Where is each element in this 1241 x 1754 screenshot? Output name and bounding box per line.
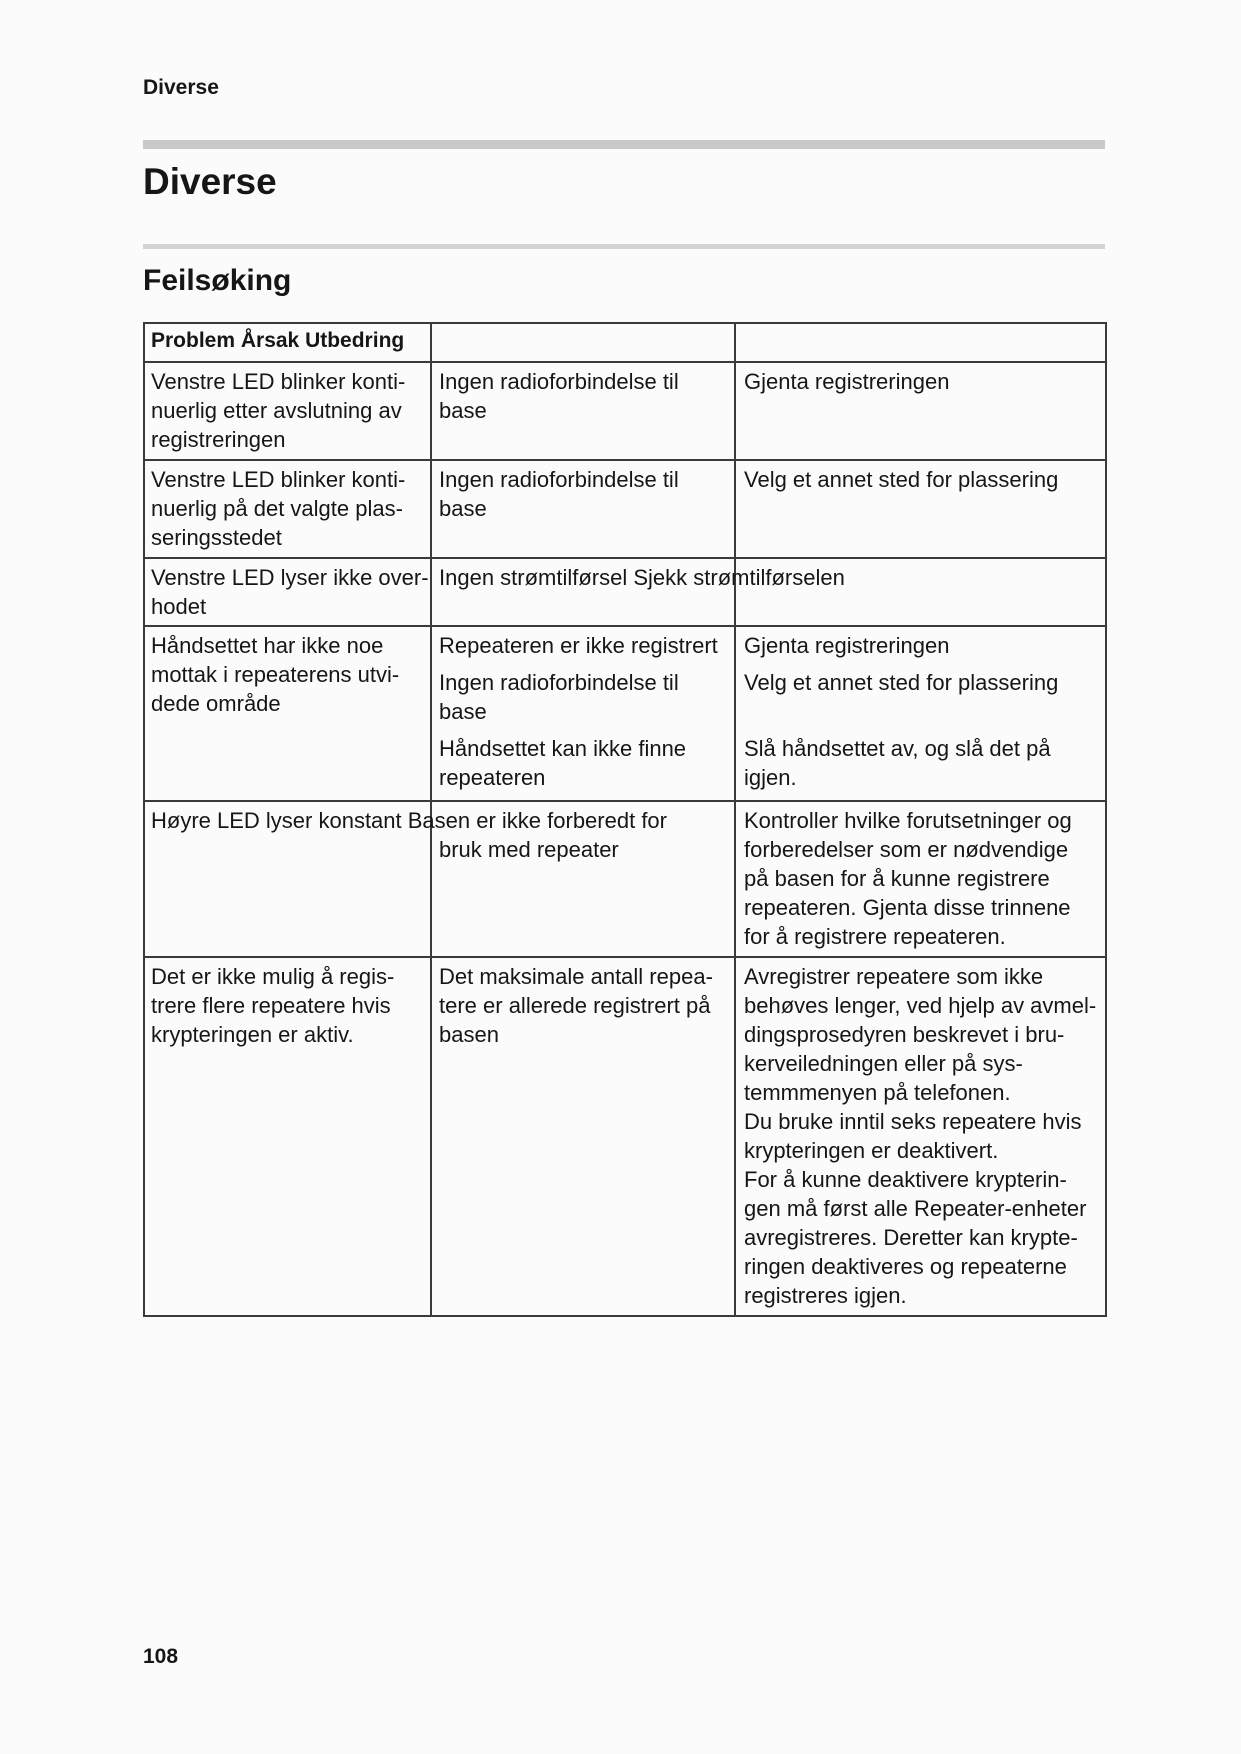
- problem-cell: [144, 558, 431, 626]
- remedy-line: for å registrere repeateren.: [744, 924, 1006, 949]
- running-header: Diverse: [143, 76, 219, 99]
- remedy-line: repeateren. Gjenta disse trinnene: [744, 895, 1071, 920]
- problem-cell: [144, 460, 431, 558]
- problem-line: Venstre LED blinker konti-: [151, 467, 406, 492]
- problem-line: trere flere repeatere hvis: [151, 993, 391, 1018]
- section-rule-thin: [143, 244, 1105, 249]
- remedy-paragraph: [744, 668, 1101, 726]
- remedy-line: Du bruke inntil seks repeatere hvis: [744, 1109, 1082, 1134]
- table-header-label: Problem Årsak Utbedring: [151, 329, 405, 352]
- cause-cell: [431, 626, 735, 801]
- cause-line: Det maksimale antall repea-: [439, 964, 713, 989]
- title-rule-thick: [143, 140, 1105, 149]
- remedy-line: avregistreres. Deretter kan krypte-: [744, 1225, 1078, 1250]
- problem-line: nuerlig etter avslutning av: [151, 398, 402, 423]
- cause-cell: [431, 957, 735, 1316]
- problem-line: nuerlig på det valgte plas-: [151, 496, 403, 521]
- remedy-line: Velg et annet sted for plassering: [744, 670, 1059, 695]
- table-row: [144, 558, 1106, 626]
- cause-cell: [431, 460, 735, 558]
- remedy-line: Velg et annet sted for plassering: [744, 467, 1059, 492]
- remedy-paragraph: [744, 734, 1101, 792]
- section-title: Feilsøking: [143, 264, 292, 297]
- remedy-cell: [735, 957, 1106, 1316]
- remedy-line: krypteringen er deaktivert.: [744, 1138, 999, 1163]
- remedy-line: ringen deaktiveres og repeaterne: [744, 1254, 1067, 1279]
- problem-line: Håndsettet har ikke noe: [151, 633, 384, 658]
- problem-line: Venstre LED lyser ikke over-: [151, 565, 429, 590]
- remedy-line: For å kunne deaktivere krypterin-: [744, 1167, 1067, 1192]
- cause-line: repeateren: [439, 765, 546, 790]
- problem-cell: [144, 957, 431, 1316]
- cause-line: base: [439, 398, 487, 423]
- cause-paragraph: [439, 734, 730, 792]
- remedy-line: dingsprosedyren beskrevet i bru-: [744, 1022, 1065, 1047]
- cause-line: Repeateren er ikke registrert: [439, 633, 718, 658]
- remedy-cell: [735, 362, 1106, 460]
- table-row: [144, 460, 1106, 558]
- remedy-line: forberedelser som er nødvendige: [744, 837, 1069, 862]
- page-title: Diverse: [143, 161, 277, 202]
- remedy-line: på basen for å kunne registrere: [744, 866, 1050, 891]
- remedy-line: igjen.: [744, 765, 797, 790]
- troubleshooting-table: [143, 322, 1107, 1317]
- page-number: 108: [143, 1645, 179, 1668]
- remedy-line: gen må først alle Repeater-enheter: [744, 1196, 1087, 1221]
- remedy-line: Gjenta registreringen: [744, 633, 950, 658]
- remedy-line: Avregistrer repeatere som ikke: [744, 964, 1044, 989]
- remedy-line: registreres igjen.: [744, 1283, 907, 1308]
- header-cell: [144, 323, 431, 362]
- problem-line: Høyre LED lyser konstant Basen er ikke forberedt for: [151, 808, 667, 833]
- remedy-cell: [735, 801, 1106, 957]
- problem-line: hodet: [151, 594, 207, 619]
- problem-line: krypteringen er aktiv.: [151, 1022, 354, 1047]
- header-cell-empty: [735, 323, 1106, 362]
- remedy-line: Gjenta registreringen: [744, 369, 950, 394]
- cause-paragraph: [439, 631, 730, 660]
- cause-cell: [431, 362, 735, 460]
- problem-cell: [144, 362, 431, 460]
- problem-line: dede område: [151, 691, 281, 716]
- cause-line: bruk med repeater: [439, 837, 619, 862]
- cause-cell: [431, 558, 845, 626]
- remedy-cell: [735, 460, 1106, 558]
- problem-line: Venstre LED blinker konti-: [151, 369, 406, 394]
- table-row: [144, 801, 1106, 957]
- remedy-paragraph: [744, 631, 1101, 660]
- header-cell-empty: [431, 323, 735, 362]
- table-row: [144, 957, 1106, 1316]
- remedy-line: kerveiledningen eller på sys-: [744, 1051, 1023, 1076]
- problem-line: mottak i repeaterens utvi-: [151, 662, 400, 687]
- cause-paragraph: [439, 668, 730, 726]
- cause-line: base: [439, 496, 487, 521]
- remedy-cell: [735, 626, 1106, 801]
- problem-line: registreringen: [151, 427, 286, 452]
- table-header-row: [144, 323, 1106, 362]
- remedy-line: behøves lenger, ved hjelp av avmel-: [744, 993, 1097, 1018]
- cause-line: basen: [439, 1022, 499, 1047]
- table-row: [144, 626, 1106, 801]
- cause-line: Ingen strømtilførsel Sjekk strømtilførselen: [439, 565, 845, 590]
- remedy-line: temmmenyen på telefonen.: [744, 1080, 1011, 1105]
- problem-cell: [144, 626, 431, 801]
- cause-line: Ingen radioforbindelse til: [439, 670, 679, 695]
- cause-line: base: [439, 699, 487, 724]
- cause-line: Ingen radioforbindelse til: [439, 467, 679, 492]
- remedy-line: Slå håndsettet av, og slå det på: [744, 736, 1051, 761]
- cause-line: tere er allerede registrert på: [439, 993, 711, 1018]
- cause-line: Håndsettet kan ikke finne: [439, 736, 687, 761]
- problem-line: Det er ikke mulig å regis-: [151, 964, 395, 989]
- table-row: [144, 362, 1106, 460]
- remedy-line: Kontroller hvilke forutsetninger og: [744, 808, 1072, 833]
- cause-line: Ingen radioforbindelse til: [439, 369, 679, 394]
- problem-line: seringsstedet: [151, 525, 282, 550]
